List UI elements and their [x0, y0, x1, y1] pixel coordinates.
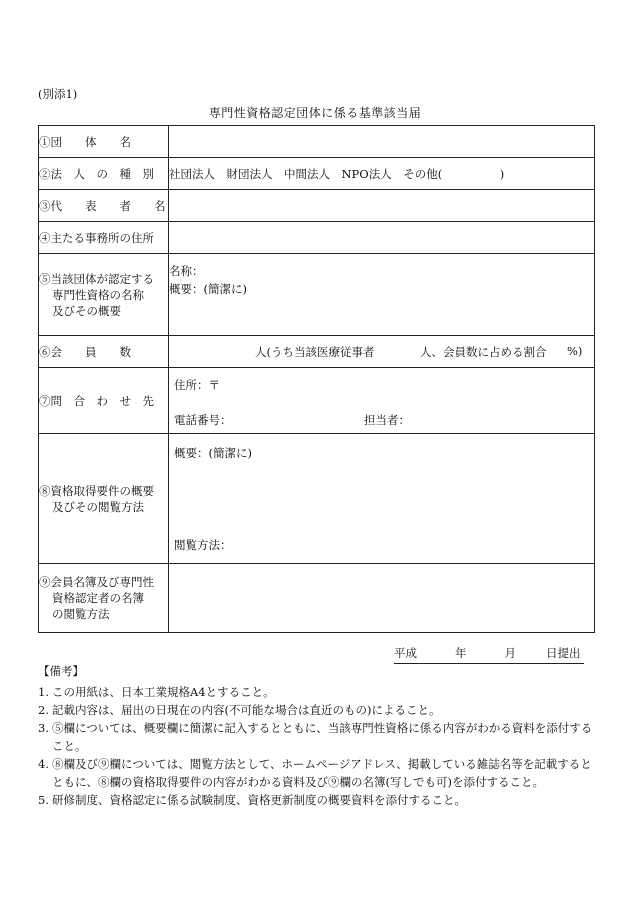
representative-field[interactable] — [169, 190, 595, 222]
contact-address-label: 住所：〒 — [174, 378, 220, 392]
row-roster — [39, 564, 595, 633]
row-contact — [39, 368, 595, 434]
date-year: 年 — [455, 646, 467, 660]
note-item: 4. ⑧欄及び⑨欄については、閲覧方法として、ホームページアドレス、掲載している雑誌名等を記載するとともに、⑧欄の資格取得要件の内容がわかる資料及び⑨欄の名簿(写しでも可)を添付すること。 — [38, 757, 592, 789]
requirements-summary-label: 概要：(簡潔に) — [174, 446, 252, 460]
form-title: 専門性資格認定団体に係る基準該当届 — [208, 106, 422, 120]
annex-label: (別添1) — [38, 87, 78, 101]
roster-field[interactable] — [169, 564, 595, 633]
corporation-type-label: ②法 人 の 種 別 — [39, 158, 169, 190]
note-item: 5. 研修制度、資格認定に係る試験制度、資格更新制度の概要資料を添付すること。 — [38, 793, 466, 807]
submission-date — [394, 645, 584, 664]
members-count-text: 人(うち当該医療従事者 — [255, 345, 375, 359]
row-members — [39, 336, 595, 368]
date-month: 月 — [504, 646, 516, 660]
certification-field[interactable] — [169, 254, 595, 336]
members-percent-text: %) — [567, 344, 583, 358]
row-office-address — [39, 222, 595, 254]
row-certification — [39, 254, 595, 336]
representative-label: ③代 表 者 名 — [39, 190, 169, 222]
members-share-text: 人、会員数に占める割合 — [420, 345, 547, 359]
note-item: 1. この用紙は、日本工業規格A4とすること。 — [38, 685, 275, 699]
application-form-table — [38, 125, 595, 633]
row-requirements — [39, 434, 595, 564]
members-label: ⑥会 員 数 — [39, 336, 169, 368]
date-era: 平成 — [394, 646, 417, 660]
office-address-field[interactable] — [169, 222, 595, 254]
certification-name-label: 名称： — [169, 264, 204, 278]
note-item: 2. 記載内容は、届出の日現在の内容(不可能な場合は直近のもの)によること。 — [38, 703, 441, 717]
contact-person-label: 担当者： — [364, 413, 410, 427]
organization-name-field[interactable] — [169, 126, 595, 158]
date-day: 日提出 — [546, 646, 581, 660]
note-item: 3. ⑤欄については、概要欄に簡潔に記入するとともに、当該専門性資格に係る内容がわかる資料を添付すること。 — [38, 721, 593, 753]
row-corporation-type — [39, 158, 595, 190]
contact-phone-label: 電話番号： — [174, 413, 232, 427]
contact-field[interactable] — [169, 368, 595, 434]
row-organization-name — [39, 126, 595, 158]
corporation-type-options[interactable]: 社団法人 財団法人 中間法人 NPO法人 その他( ) — [169, 158, 595, 190]
organization-name-label: ①団 体 名 — [39, 126, 169, 158]
requirements-label: ⑧資格取得要件の概要 及びその閲覧方法 — [39, 434, 169, 564]
roster-label: ⑨会員名簿及び専門性 資格認定者の名簿 の閲覧方法 — [39, 564, 169, 633]
row-representative — [39, 190, 595, 222]
notes-list — [38, 683, 593, 809]
requirements-field[interactable] — [169, 434, 595, 564]
certification-label: ⑤当該団体が認定する 専門性資格の名称 及びその概要 — [39, 254, 169, 336]
members-field[interactable] — [169, 336, 595, 368]
contact-label: ⑦問 合 わ せ 先 — [39, 368, 169, 434]
requirements-method-label: 閲覧方法： — [174, 538, 232, 552]
certification-summary-label: 概要：(簡潔に) — [169, 282, 247, 296]
office-address-label: ④主たる事務所の住所 — [39, 222, 169, 254]
notes-heading: 【備考】 — [38, 664, 84, 678]
